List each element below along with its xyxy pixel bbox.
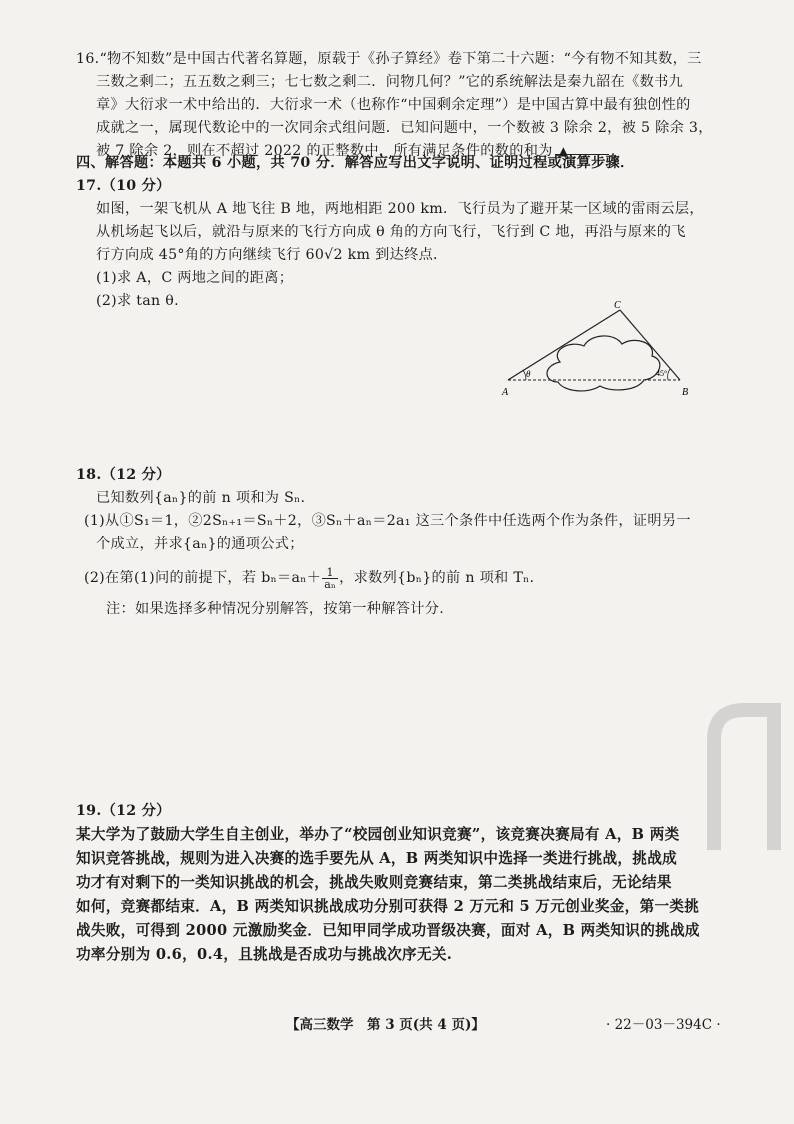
label-a: A <box>502 387 509 398</box>
q19-line: 如何，竞赛都结束．A，B 两类知识挑战成功分别可获得 2 万元和 5 万元创业奖金，第一类挑 <box>76 898 700 915</box>
q19-line: 知识竞答挑战，规则为进入决赛的选手要先从 A，B 两类知识中选择一类进行挑战，挑战成 <box>76 850 677 867</box>
q18-title: 18.（12 分） <box>76 467 171 483</box>
question-16 <box>76 48 716 163</box>
angle-45-arc <box>668 369 670 380</box>
q17-line: 行方向成 45°角的方向继续飞行 60√2 km 到达终点． <box>96 247 448 263</box>
q18-note: 注：如果选择多种情况分别解答，按第一种解答计分. <box>106 601 445 617</box>
q16-line: 三数之剩二；五五数之剩三；七七数之剩二．问物几何？”它的系统解法是秦九韶在《数书九 <box>96 74 684 90</box>
q17-title: 17.（10 分） <box>76 178 171 194</box>
question-19 <box>76 800 716 967</box>
q17-line: 从机场起飞以后，就沿与原来的飞行方向成 θ 角的方向飞行，飞行到 C 地，再沿与原来的飞 <box>96 224 686 240</box>
q19-line: 战失败，可得到 2000 元激励奖金．已知甲同学成功晋级决赛，面对 A，B 两类知识的挑战成 <box>76 922 700 939</box>
section-4-heading: 四、解答题：本题共 6 小题，共 70 分．解答应写出文字说明、证明过程或演算步骤． <box>76 155 635 171</box>
label-45: 45° <box>656 369 668 378</box>
q16-line: 16.“物不知数”是中国古代著名算题，原载于《孙子算经》卷下第二十六题：“今有物不知其数，三 <box>76 51 702 67</box>
flight-path-figure <box>498 300 698 400</box>
fraction-numerator: 1 <box>322 567 338 579</box>
q17-sub-1: (1)求 A，C 两地之间的距离； <box>96 270 294 286</box>
segment-ac <box>508 310 620 380</box>
blank-mark: ▲ <box>558 144 569 158</box>
fraction <box>322 567 338 590</box>
q19-title: 19.（12 分） <box>76 803 171 819</box>
q18-part2 <box>76 564 716 592</box>
label-c: C <box>614 300 621 311</box>
section-heading <box>76 152 716 175</box>
q16-end: . <box>610 143 616 159</box>
segment-cb <box>620 310 680 380</box>
exam-code: · 22－03－394C · <box>606 1017 721 1033</box>
q16-line: 章》大衍求一术中给出的．大衍求一术（也称作“中国剩余定理”）是中国古算中最有独创性的 <box>96 97 691 113</box>
q16-line: 成就之一，属现代数论中的一次同余式组问题．已知问题中，一个数被 3 除余 2，被 5 除余 3， <box>96 120 713 136</box>
q19-line: 某大学为了鼓励大学生自主创业，举办了“校园创业知识竞赛”，该竞赛决赛局有 A，B 两类 <box>76 826 680 843</box>
fraction-denominator: aₙ <box>324 577 337 591</box>
question-18 <box>76 464 716 621</box>
q18-part2-pre: (2)在第(1)问的前提下，若 bₙ＝aₙ＋ <box>84 570 322 586</box>
q18-intro: 已知数列{aₙ}的前 n 项和为 Sₙ. <box>96 490 306 506</box>
q19-line: 功率分别为 0.6，0.4，且挑战是否成功与挑战次序无关. <box>76 946 453 963</box>
q18-part2-post: ，求数列{bₙ}的前 n 项和 Tₙ. <box>339 570 535 586</box>
question-17 <box>76 175 716 313</box>
label-theta: θ <box>526 369 531 379</box>
q19-line: 功才有对剩下的一类知识挑战的机会，挑战失败则竞赛结束，第二类挑战结束后，无论结果 <box>76 874 672 891</box>
q17-line: 如图，一架飞机从 A 地飞往 B 地，两地相距 200 km．飞行员为了避开某一区域的雷雨云层， <box>96 201 704 217</box>
page-number: 【高三数学 第 3 页(共 4 页)】 <box>286 1017 485 1033</box>
label-b: B <box>682 387 689 398</box>
q16-last-text: 被 7 除余 2，则在不超过 2022 的正整数中，所有满足条件的数的和为 <box>96 143 553 159</box>
q18-part1-b: 个成立，并求{aₙ}的通项公式； <box>96 536 304 552</box>
storm-cloud-shape <box>547 336 660 391</box>
q18-part1-a: (1)从①S₁＝1，②2Sₙ₊₁＝Sₙ＋2，③Sₙ＋aₙ＝2a₁ 这三个条件中任选两个作为条件，证明另一 <box>84 513 691 529</box>
q17-sub-2: (2)求 tan θ. <box>96 293 179 309</box>
